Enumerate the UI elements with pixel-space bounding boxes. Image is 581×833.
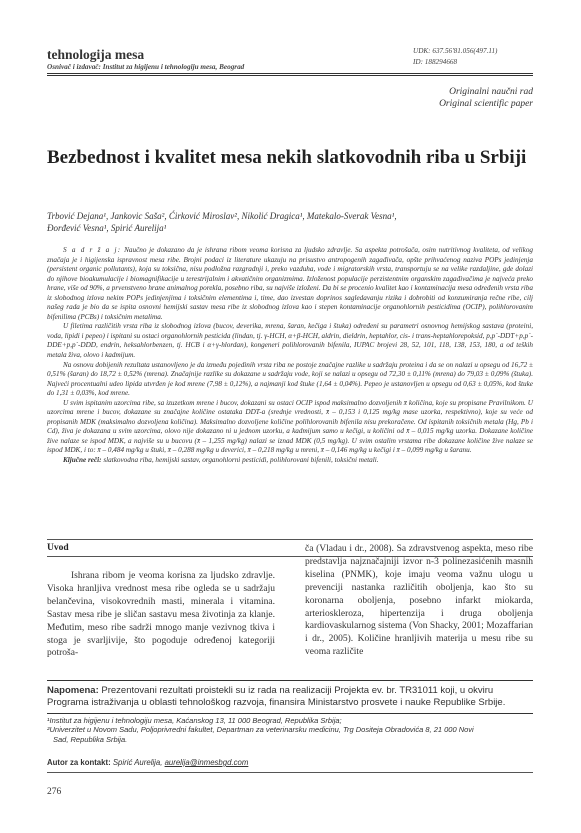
author-list bbox=[47, 211, 533, 234]
header-rule-thin bbox=[47, 75, 533, 76]
authors-line-1: Trbović Dejana¹, Jankovic Saša², Ćirković Miroslav², Nikolić Dragica¹, Matekalo-Sverak Vesna¹, bbox=[47, 211, 397, 221]
footer-rule bbox=[47, 772, 533, 773]
section-heading-uvod: Uvod bbox=[47, 543, 69, 553]
intro-left-column bbox=[47, 570, 275, 660]
abstract-paragraph-4: U svim ispitanim uzorcima ribe, sa izuzetkom mrene i bucov, dokazani su ostaci OCIP ispod maksimalno dozvoljenih x̄ količina, koje su propisane Pravilnikom. U uzorcima mrene i bucov, dokazane su značajne količine ostataka DDT-a (srednje vrednosti, x̄ – 0,153 i 0,125 mg/kg mase uzorka, respektivno), koje su veće od propisanih MDK (maksimalno dozvoljena količina). Maksimalno dozvoljene količine polihlorovanih bifenila nisu prekoračene. Od ispitanih toksičnih metala (Hg, Pb i Cd), živa je dokazana u svim uzorcima, olovo nije dokazano ni u jednom uzorku, a kadmijum samo u kečigi, u količini od x̄ – 0,015 mg/kg uzorka. Dokazane količine žive nalaze se ispod MDK, a najviše su u bucovu (x̄ – 1,255 mg/kg) nalazi se iznad MDK (0,5 mg/kg). U svim ostalim vrstama ribe dokazane količine žive nalaze se ispod MDK, i to: x̄ – 0,484 mg/kg u štuki, x̄ – 0,288 mg/kg u deverici, x̄ – 0,218 mg/kg u mreni, x̄ – 0,146 mg/kg u kečigi i x̄ – 0,099 mg/kg u šaranu. bbox=[47, 398, 533, 455]
note-label: Napomena: bbox=[47, 685, 99, 696]
contact-label: Autor za kontakt: bbox=[47, 758, 111, 767]
contact-email-link[interactable]: aurelija@inmesbgd.com bbox=[164, 758, 249, 767]
abstract bbox=[47, 246, 533, 466]
paper-type-sr: Originalni naučni rad bbox=[449, 87, 533, 97]
authors-line-2: Đorđević Vesna¹, Spirić Aurelija¹ bbox=[47, 222, 167, 233]
abstract-paragraph-3: Na osnovu dobijenih rezultata ustanovljeno je da između pojedinih vrsta riba ne postoje značajne razlike u sadržaju proteina i da se on nalazi u opsegu od 16,72 ± 0,51% (šaran) do 18,72 ± 0,52% (mrena). Značajnije razlike su dokazane u sadržaju vode, koji se nalazi u opsegu od 72,30 ± 0,11% (mrena) do 79,03 ± 0,09% (štuka). Najveći procentualni udeo lipida utvrđen je kod mrene (7,98 ± 0,12%), a najmanji kod štuke (1,64 ± 0,04%). Pepeo je ustanovljen u opsegu od 0,63 ± 0,05%, kod štuke do 1,31 ± 0,03%, kod mrene. bbox=[47, 360, 533, 398]
affiliation-2: ²Univerzitet u Novom Sadu, Poljoprivredni fakultet, Departman za veterinarsku medicinu, Trg Dositeja Obradovića 8, 21 000 Novi bbox=[47, 725, 474, 735]
intro-right-text: ča (Vladau i dr., 2008). Sa zdravstvenog aspekta, meso ribe predstavlja najznačajniji izvor n-3 polinezasićenih masnih kiselina (PNMK), koje imaju veoma važnu ulogu u prevenciji nastanka različitih oboljenja, kao što su koronarna oboljenja, posebno infarkt miokarda, arterioskleroza, hipertenzija i druga oboljenja kardiovaskularnog sistema (Von Shacky, 2001; Mozaffarian i dr., 2005). Količine hranljivih materija u mesu ribe su veoma različite bbox=[305, 544, 533, 658]
id-code: ID: 188294668 bbox=[413, 58, 458, 66]
affiliation-1: ¹Institut za higijenu i tehnologiju mesa, Kaćanskog 13, 11 000 Beograd, Republika Srbija; bbox=[47, 716, 342, 725]
affiliations bbox=[47, 716, 533, 744]
keywords bbox=[47, 456, 533, 466]
note-text: Prezentovani rezultati proistekli su iz rada na realizaciji Projekta ev. br. TR31011 koji, u okviru Programa istraživanja u oblasti tehnološkog razvoja, finansira Ministarstvo prosvete i nauke Republike Srbije. bbox=[47, 685, 506, 708]
contact-name: Spirić Aurelija, bbox=[112, 758, 163, 767]
page-number: 276 bbox=[47, 787, 62, 797]
intro-left-text: Ishrana ribom je veoma korisna za ljudsko zdravlje. Visoka hranljiva vrednost mesa ribe ogleda se u sadržaju belančevina, visokovrednih masti, minerala i vitamina. Sastav mesa ribe je sličan sastavu mesa životinja za klanje. Međutim, meso ribe sadrži mnogo manje vezivnog tkiva i stoga je svarljivije, što pogoduje određenoj kategoriji potroša- bbox=[47, 571, 275, 659]
publisher-line: Osnivač i izdavač: Institut za higijenu i tehnologiju mesa, Beograd bbox=[47, 63, 245, 71]
header-rule bbox=[47, 73, 533, 74]
affiliation-2-cont: Sad, Republika Srbija. bbox=[53, 734, 128, 744]
section-rule-top bbox=[47, 539, 533, 540]
paper-type-en: Original scientific paper bbox=[439, 98, 533, 109]
journal-name: tehnologija mesa bbox=[47, 47, 145, 62]
keywords-text: slatkovodna riba, hemijski sastav, organohlorni pesticidi, polihlorovani bifenili, toksični metali. bbox=[103, 456, 379, 465]
contact-author bbox=[47, 758, 248, 767]
udk-code: UDK: 637.56'81.056(497.11) bbox=[413, 47, 498, 55]
article-title: Bezbednost i kvalitet mesa nekih slatkovodnih riba u Srbiji bbox=[47, 147, 527, 168]
intro-right-column bbox=[305, 543, 533, 659]
paper-type bbox=[439, 87, 533, 110]
keywords-label: Ključne reči: bbox=[63, 456, 102, 465]
abstract-text-1: Naučno je dokazano da je ishrana ribom veoma korisna za ljudsko zdravlje. Sa aspekta potrošača, osim nutritivnog kvaliteta, od velikog značaja je i higijenska ispravnost mesa ribe. Brojni podaci iz literature ukazuju na prisustvo antropogenih zagađivača, opšte prihvaćenog naziva POPs jedinjenja (persistent organic pollutants), koja su toksična, nisu podložna razgradnji i, preko vazduha, vode i migratorskih vrsta, transportuju se na velike razdaljine, gde dolazi do njihove bioakumulacije i biomagnifikacije u terestrijalnim i akvatičnim organizmima. Izloženost populacije perzistentnim organskim zagađivačima je najveća preko hrane, više od 90%, a prvenstveno hrane animalnog porekla, posebno riba, su najviše izloženi. Da bi se procenio kvalitet kao i kontaminacija mesa određenih vrsta riba iz slobodnog izlova nekim POPs jedinjenjima i toksičnim elementima i, time, dao izvestan doprinos sagledavanju rizika i dobrobiti od konzumiranja rečne ribe, cilj našeg rada je bio da se ispita osnovni hemijski sastav mesa ribe iz slobodnog izlova kao i stepen kontaminacije organohlornih pesticidima (OCIP), polihlorovanim bifenilima (PCBs) i toksičnim metalima. bbox=[47, 246, 534, 321]
project-note bbox=[47, 680, 533, 714]
abstract-label: S a d r ž a j: bbox=[63, 246, 122, 254]
abstract-paragraph-1 bbox=[47, 246, 533, 322]
abstract-paragraph-2: U filetima različitih vrsta riba iz slobodnog izlova (bucov, deverika, mrena, šaran, kečiga i štuka) određeni su parametri osnovnog hemijskog sastava (proteini, voda, lipidi i pepeo) i ispitani su ostaci organohlornih pesticida (lindan, tj. γ-HCH, α+β-HCH, aldrin, dieldrin, heptahlor, cis- i trans-heptahlorepoksid, p,p´-DDT+p,p´-DDE+p,p´-DDD, endrin, heksahlorbenzen, tj. HCB i α+γ-hlordan), kongeneri polihlorovanih bifenila, IUPAC brojevi 28, 52, 101, 118, 138, 153, 180, a od teških metala živa, olovo i kadmijum. bbox=[47, 322, 533, 360]
